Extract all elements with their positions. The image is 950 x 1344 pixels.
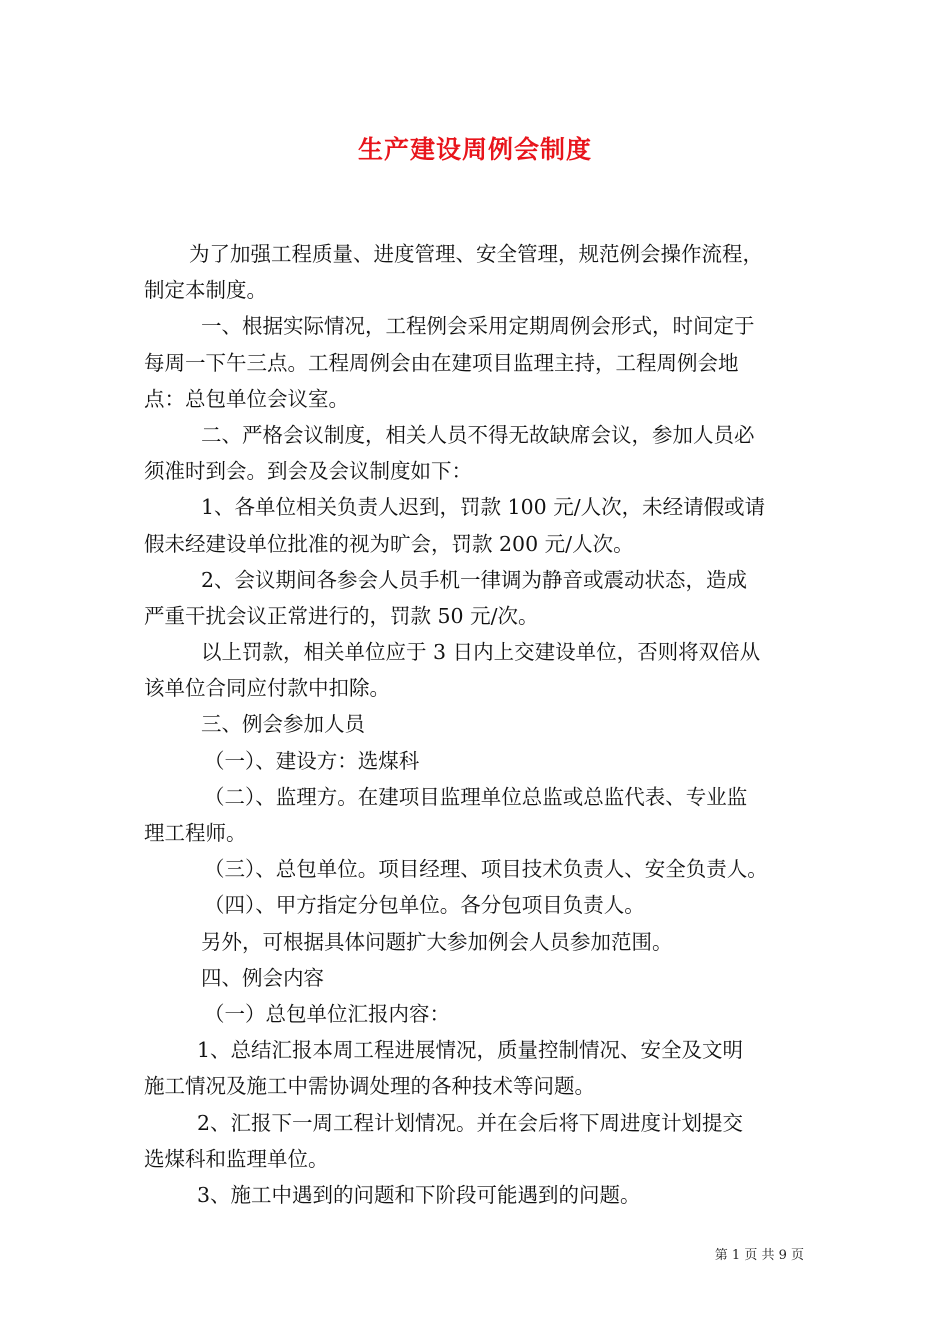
section-heading: 三、例会参加人员 bbox=[201, 712, 365, 737]
paragraph-line: 3、施工中遇到的问题和下阶段可能遇到的问题。 bbox=[197, 1182, 641, 1207]
paragraph-line: 另外，可根据具体问题扩大参加例会人员参加范围。 bbox=[201, 929, 673, 954]
page-number-footer: 第 1 页 共 9 页 bbox=[714, 1248, 804, 1263]
document-title: 生产建设周例会制度 bbox=[357, 135, 592, 164]
paragraph-line: 须准时到会。到会及会议制度如下： bbox=[144, 459, 472, 484]
paragraph-line: 一、根据实际情况，工程例会采用定期周例会形式，时间定于 bbox=[201, 314, 755, 339]
paragraph-line: 选煤科和监理单位。 bbox=[144, 1146, 329, 1171]
list-item: （二）、监理方。在建项目监理单位总监或总监代表、专业监 bbox=[204, 784, 748, 809]
paragraph-line: 二、严格会议制度，相关人员不得无故缺席会议，参加人员必 bbox=[201, 422, 755, 447]
paragraph-line: 2、会议期间各参会人员手机一律调为静音或震动状态，造成 bbox=[201, 567, 748, 592]
paragraph-line: 2、汇报下一周工程计划情况。并在会后将下周进度计划提交 bbox=[197, 1110, 744, 1135]
list-item: （一）、建设方：选煤科 bbox=[204, 748, 420, 773]
paragraph-line: 点：总包单位会议室。 bbox=[144, 386, 349, 411]
section-heading: 四、例会内容 bbox=[201, 965, 324, 990]
paragraph-line: 施工情况及施工中需协调处理的各种技术等问题。 bbox=[144, 1074, 595, 1099]
paragraph-line: 1、总结汇报本周工程进展情况，质量控制情况、安全及文明 bbox=[197, 1038, 744, 1063]
list-item: （四）、甲方指定分包单位。各分包项目负责人。 bbox=[204, 893, 645, 918]
list-item: （三）、总包单位。项目经理、项目技术负责人、安全负责人。 bbox=[204, 857, 768, 882]
paragraph-line: 为了加强工程质量、进度管理、安全管理，规范例会操作流程， bbox=[189, 242, 763, 266]
list-item: （一）总包单位汇报内容： bbox=[204, 1001, 450, 1026]
paragraph-line: 1、各单位相关负责人迟到，罚款 100 元/人次，未经请假或请 bbox=[201, 495, 766, 520]
paragraph-line: 严重干扰会议正常进行的，罚款 50 元/次。 bbox=[144, 603, 539, 628]
paragraph-line: 假未经建设单位批准的视为旷会，罚款 200 元/人次。 bbox=[144, 531, 634, 556]
paragraph-line: 理工程师。 bbox=[144, 821, 247, 845]
paragraph-line: 每周一下午三点。工程周例会由在建项目监理主持，工程周例会地 bbox=[144, 350, 739, 375]
paragraph-line: 以上罚款，相关单位应于 3 日内上交建设单位，否则将双倍从 bbox=[201, 640, 761, 665]
paragraph-line: 该单位合同应付款中扣除。 bbox=[144, 676, 390, 701]
document-body bbox=[144, 236, 816, 1213]
paragraph-line: 制定本制度。 bbox=[144, 278, 267, 303]
